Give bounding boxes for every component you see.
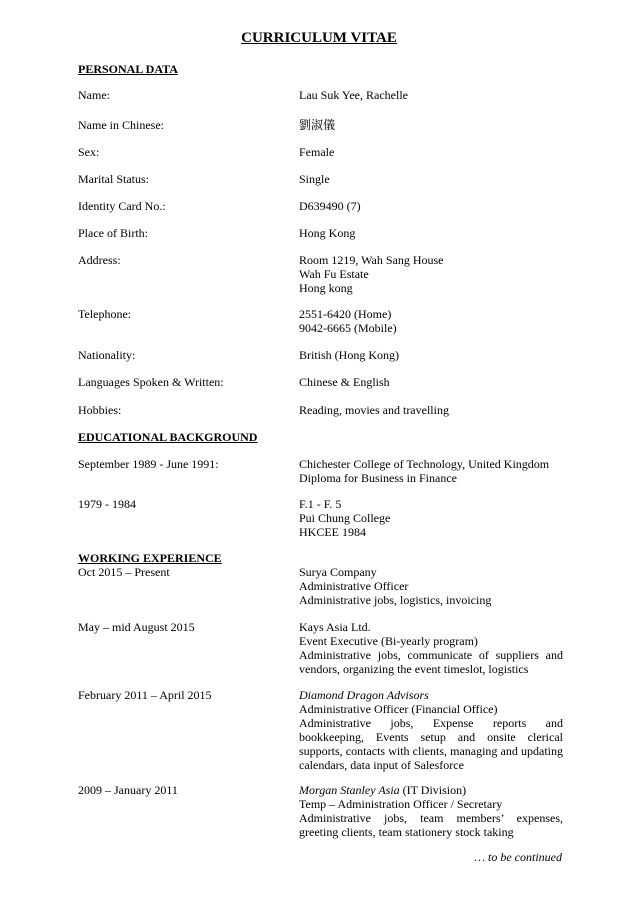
work-entry bbox=[299, 565, 563, 607]
identity-card-value bbox=[299, 199, 563, 213]
education-period-label: September 1989 - June 1991: bbox=[78, 457, 219, 471]
education-heading: EDUCATIONAL BACKGROUND bbox=[78, 430, 258, 444]
job-title: Administrative Officer (Financial Office) bbox=[299, 702, 498, 716]
work-experience-heading: WORKING EXPERIENCE bbox=[78, 551, 222, 565]
value-line: HKCEE 1984 bbox=[299, 525, 366, 539]
chinese-name-label: Name in Chinese: bbox=[78, 118, 164, 132]
value-line: 劉淑儀 bbox=[299, 118, 336, 132]
work-entry bbox=[299, 783, 563, 839]
job-duties: Administrative jobs, logistics, invoicing bbox=[299, 593, 492, 607]
employer-name: Surya Company bbox=[299, 565, 377, 579]
value-line: Room 1219, Wah Sang House bbox=[299, 253, 444, 267]
education-details bbox=[299, 497, 563, 539]
value-line: F.1 - F. 5 bbox=[299, 497, 342, 511]
value-line: 2551-6420 (Home) bbox=[299, 307, 392, 321]
job-duties: Administrative jobs, team members’ expenses, greeting clients, team stationery stock taking bbox=[299, 811, 563, 839]
value-line: Chinese & English bbox=[299, 375, 390, 389]
value-line: Diploma for Business in Finance bbox=[299, 471, 457, 485]
languages-value bbox=[299, 375, 563, 389]
address-label: Address: bbox=[78, 253, 121, 267]
value-line: Hong Kong bbox=[299, 226, 356, 240]
value-line: D639490 (7) bbox=[299, 199, 361, 213]
job-title: Administrative Officer bbox=[299, 579, 409, 593]
employer-name: Diamond Dragon Advisors bbox=[299, 688, 429, 702]
education-details bbox=[299, 457, 563, 485]
value-line: Reading, movies and travelling bbox=[299, 403, 449, 417]
nationality-value bbox=[299, 348, 563, 362]
value-line: Single bbox=[299, 172, 330, 186]
name-label: Name: bbox=[78, 88, 110, 102]
chinese-name-value bbox=[299, 118, 563, 132]
sex-value bbox=[299, 145, 563, 159]
marital-status-value bbox=[299, 172, 563, 186]
job-duties: Administrative jobs, Expense reports and bookkeeping, Events setup and onsite clerical supports, contacts with clients, managing and updating calendars, data input of Salesforce bbox=[299, 716, 563, 772]
value-line: Female bbox=[299, 145, 335, 159]
nationality-label: Nationality: bbox=[78, 348, 136, 362]
job-duties: Administrative jobs, communicate of suppliers and vendors, organizing the event timeslot, logistics bbox=[299, 648, 563, 676]
work-entry bbox=[299, 620, 563, 676]
job-title: Event Executive (Bi-yearly program) bbox=[299, 634, 478, 648]
value-line: Hong kong bbox=[299, 281, 353, 295]
employer-name: Kays Asia Ltd. bbox=[299, 620, 371, 634]
education-period-label: 1979 - 1984 bbox=[78, 497, 136, 511]
place-of-birth-label: Place of Birth: bbox=[78, 226, 148, 240]
place-of-birth-value bbox=[299, 226, 563, 240]
work-period-label: May – mid August 2015 bbox=[78, 620, 195, 634]
identity-card-label: Identity Card No.: bbox=[78, 199, 166, 213]
continued-note: … to be continued bbox=[474, 850, 562, 864]
languages-label: Languages Spoken & Written: bbox=[78, 375, 224, 389]
telephone-value bbox=[299, 307, 563, 335]
value-line: Wah Fu Estate bbox=[299, 267, 369, 281]
sex-label: Sex: bbox=[78, 145, 100, 159]
job-title: Temp – Administration Officer / Secretary bbox=[299, 797, 503, 811]
work-period-label: 2009 – January 2011 bbox=[78, 783, 178, 797]
value-line: 9042-6665 (Mobile) bbox=[299, 321, 397, 335]
address-value bbox=[299, 253, 563, 295]
document-title: CURRICULUM VITAE bbox=[241, 30, 397, 46]
hobbies-value bbox=[299, 403, 563, 417]
work-period-label: February 2011 – April 2015 bbox=[78, 688, 212, 702]
work-period-label: Oct 2015 – Present bbox=[78, 565, 170, 579]
hobbies-label: Hobbies: bbox=[78, 403, 122, 417]
employer-name: Morgan Stanley Asia (IT Division) bbox=[299, 783, 467, 797]
personal-data-heading: PERSONAL DATA bbox=[78, 62, 178, 76]
telephone-label: Telephone: bbox=[78, 307, 132, 321]
value-line: Chichester College of Technology, United Kingdom bbox=[299, 457, 550, 471]
work-entry bbox=[299, 688, 563, 772]
value-line: British (Hong Kong) bbox=[299, 348, 399, 362]
value-line: Pui Chung College bbox=[299, 511, 391, 525]
name-value bbox=[299, 88, 563, 102]
value-line: Lau Suk Yee, Rachelle bbox=[299, 88, 408, 102]
marital-status-label: Marital Status: bbox=[78, 172, 149, 186]
